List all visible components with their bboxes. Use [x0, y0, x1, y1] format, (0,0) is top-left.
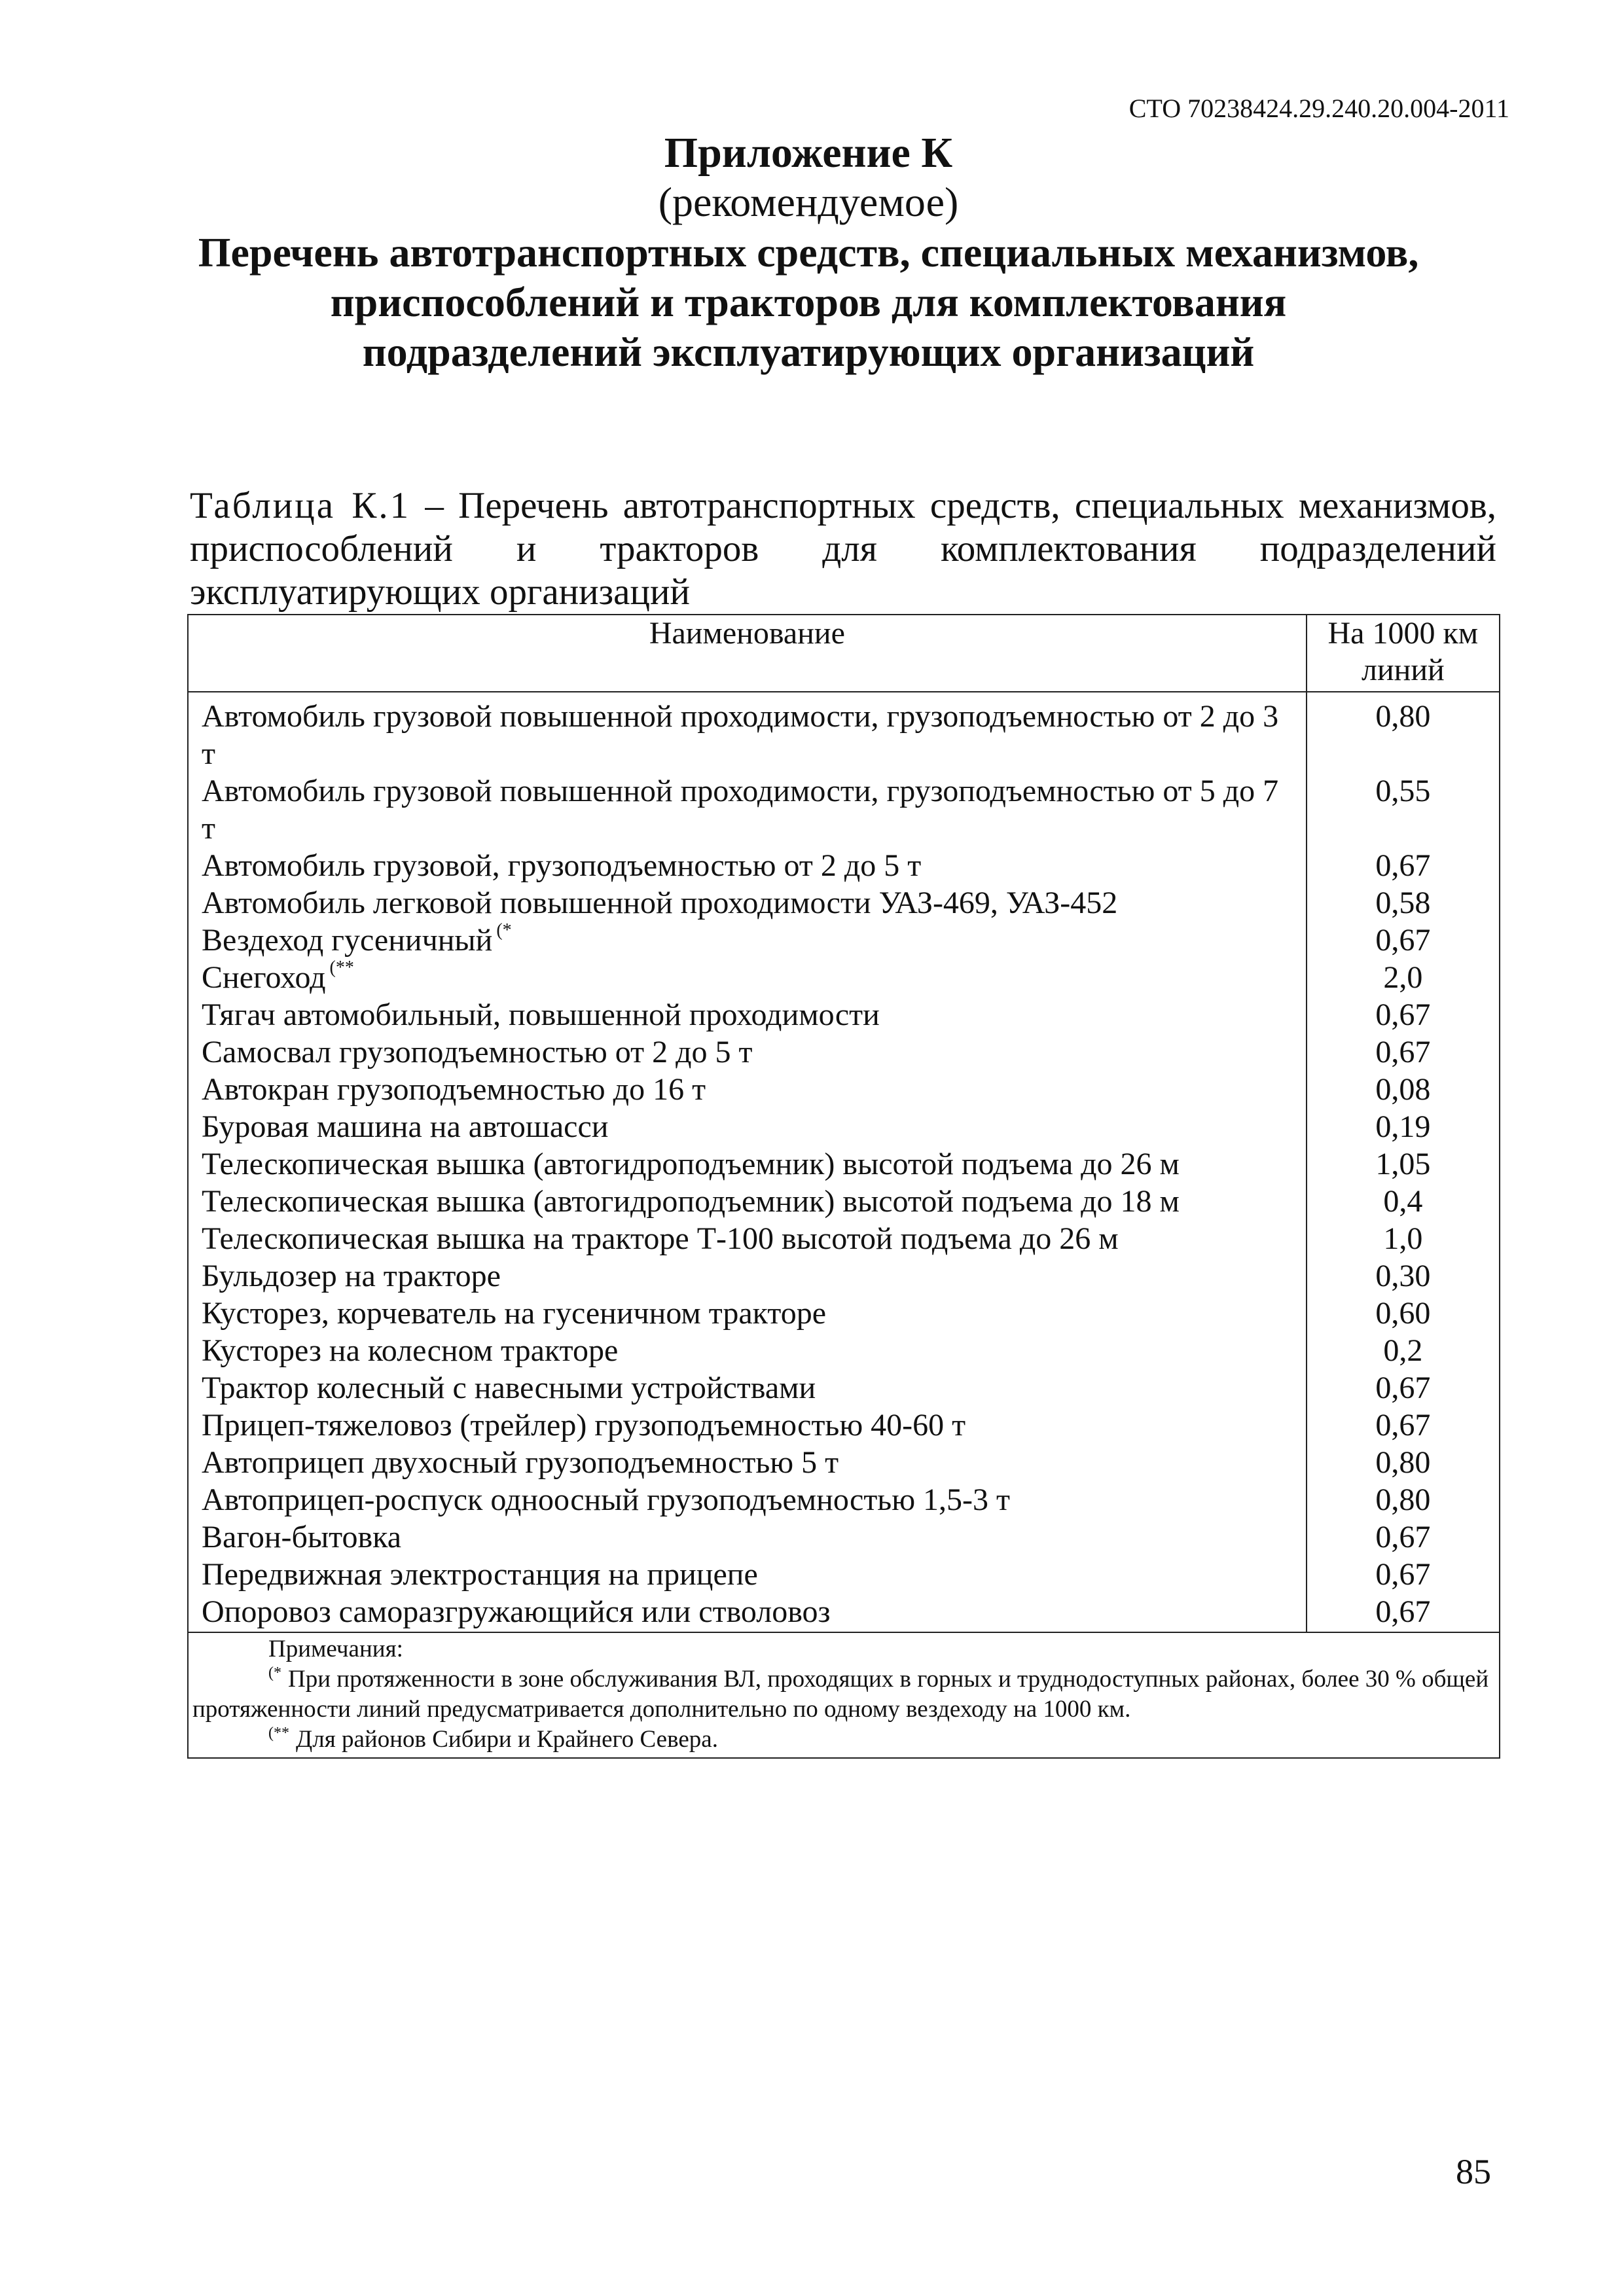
- footnote-marker: (*: [496, 920, 512, 941]
- rate-per-1000km: 0,67: [1307, 996, 1500, 1033]
- rate-per-1000km: 0,67: [1307, 1518, 1500, 1556]
- rate-per-1000km: 1,05: [1307, 1145, 1500, 1183]
- rate-per-1000km: 0,55: [1307, 772, 1500, 847]
- equipment-name: Трактор колесный с навесными устройствами: [202, 1371, 816, 1405]
- table-row: [188, 1369, 1500, 1407]
- equipment-table: [187, 614, 1500, 1759]
- equipment-name: Автомобиль грузовой повышенной проходимости, грузоподъемностью от 2 до 3 т: [202, 699, 1279, 771]
- rate-per-1000km: 0,80: [1307, 1481, 1500, 1518]
- equipment-name-cell: [188, 922, 1307, 959]
- equipment-name: Тягач автомобильный, повышенной проходимости: [202, 997, 880, 1032]
- note-marker: (**: [268, 1725, 289, 1742]
- table-notes-row: [188, 1632, 1500, 1758]
- table-row: [188, 1220, 1500, 1257]
- rate-per-1000km: 0,67: [1307, 847, 1500, 884]
- equipment-name: Вездеход гусеничный: [202, 923, 493, 958]
- equipment-name-cell: [188, 1145, 1307, 1183]
- rate-per-1000km: 0,60: [1307, 1295, 1500, 1332]
- equipment-name: Кусторез на колесном тракторе: [202, 1333, 619, 1368]
- table-caption: [190, 484, 1496, 614]
- table-row: [188, 1295, 1500, 1332]
- note-text: Для районов Сибири и Крайнего Севера.: [296, 1726, 718, 1753]
- note-marker: (*: [268, 1664, 281, 1681]
- appendix-status: (рекомендуемое): [658, 179, 959, 225]
- equipment-name: Автокран грузоподъемностью до 16 т: [202, 1072, 706, 1107]
- equipment-name-cell: [188, 1481, 1307, 1518]
- rate-per-1000km: 1,0: [1307, 1220, 1500, 1257]
- equipment-name-cell: [188, 1257, 1307, 1295]
- equipment-name-cell: [188, 1407, 1307, 1444]
- rate-per-1000km: 0,80: [1307, 1444, 1500, 1481]
- table-row: [188, 692, 1500, 772]
- note-item: [192, 1725, 1495, 1755]
- equipment-name-cell: [188, 1556, 1307, 1593]
- equipment-name-cell: [188, 1369, 1307, 1407]
- equipment-name: Кусторез, корчеватель на гусеничном тракторе: [202, 1296, 826, 1331]
- table-caption-text: – Перечень автотранспортных средств, специальных механизмов, приспособлений и тракторов для комплектования подразделений эксплуатирующих организаций: [190, 485, 1496, 613]
- table-row: [188, 1444, 1500, 1481]
- rate-per-1000km: 0,2: [1307, 1332, 1500, 1369]
- table-row: [188, 1518, 1500, 1556]
- table-caption-label: Таблица К.1: [190, 485, 411, 526]
- equipment-name: Телескопическая вышка на тракторе Т-100 высотой подъема до 26 м: [202, 1221, 1119, 1256]
- column-header-name: Наименование: [188, 615, 1307, 692]
- equipment-name-cell: [188, 1183, 1307, 1220]
- note-text: При протяженности в зоне обслуживания ВЛ, проходящих в горных и труднодоступных районах, более 30 % общей протяженности линий предусматривается дополнительно по одному вездеходу на 1000 км.: [192, 1666, 1489, 1723]
- rate-per-1000km: 0,80: [1307, 692, 1500, 772]
- equipment-name: Автомобиль легковой повышенной проходимости УАЗ-469, УАЗ-452: [202, 886, 1118, 920]
- equipment-name: Телескопическая вышка (автогидроподъемник) высотой подъема до 26 м: [202, 1147, 1180, 1181]
- rate-per-1000km: 0,67: [1307, 1033, 1500, 1071]
- appendix-title: Приложение К: [664, 129, 953, 177]
- rate-per-1000km: 0,67: [1307, 1407, 1500, 1444]
- equipment-name-cell: [188, 996, 1307, 1033]
- equipment-name: Опоровоз саморазгружающийся или стволовоз: [202, 1594, 831, 1629]
- rate-per-1000km: 0,4: [1307, 1183, 1500, 1220]
- equipment-name-cell: [188, 772, 1307, 847]
- table-row: [188, 1145, 1500, 1183]
- equipment-name-cell: [188, 1518, 1307, 1556]
- rate-per-1000km: 0,67: [1307, 922, 1500, 959]
- equipment-name-cell: [188, 1220, 1307, 1257]
- appendix-heading: [190, 128, 1427, 377]
- equipment-name: Автомобиль грузовой, грузоподъемностью от 2 до 5 т: [202, 848, 922, 883]
- table-row: [188, 1257, 1500, 1295]
- rate-per-1000km: 0,30: [1307, 1257, 1500, 1295]
- equipment-name: Передвижная электростанция на прицепе: [202, 1557, 758, 1592]
- table-body: [188, 692, 1500, 1632]
- page-number: 85: [1456, 2152, 1491, 2191]
- table-notes: [188, 1632, 1500, 1758]
- equipment-name-cell: [188, 847, 1307, 884]
- table-row: [188, 1407, 1500, 1444]
- footnote-marker: (**: [329, 958, 354, 978]
- equipment-name: Самосвал грузоподъемностью от 2 до 5 т: [202, 1035, 753, 1069]
- equipment-name: Телескопическая вышка (автогидроподъемник) высотой подъема до 18 м: [202, 1184, 1180, 1219]
- equipment-name: Автоприцеп двухосный грузоподъемностью 5 т: [202, 1445, 839, 1480]
- appendix-subject: Перечень автотранспортных средств, специальных механизмов, приспособлений и тракторов для комплектования подразделений эксплуатирующих организаций: [198, 229, 1419, 375]
- equipment-name-cell: [188, 692, 1307, 772]
- rate-per-1000km: 2,0: [1307, 959, 1500, 996]
- equipment-name-cell: [188, 1295, 1307, 1332]
- equipment-name-cell: [188, 884, 1307, 922]
- table-row: [188, 996, 1500, 1033]
- equipment-name: Бульдозер на тракторе: [202, 1259, 501, 1293]
- equipment-name-cell: [188, 1033, 1307, 1071]
- table-row: [188, 1481, 1500, 1518]
- note-item: [192, 1664, 1495, 1725]
- column-header-rate: На 1000 км линий: [1307, 615, 1500, 692]
- equipment-name-cell: [188, 1444, 1307, 1481]
- notes-title: Примечания:: [268, 1636, 403, 1662]
- equipment-name: Вагон-бытовка: [202, 1520, 402, 1554]
- equipment-name-cell: [188, 1071, 1307, 1108]
- equipment-name: Прицеп-тяжеловоз (трейлер) грузоподъемностью 40-60 т: [202, 1408, 966, 1443]
- table-row: [188, 847, 1500, 884]
- table-row: [188, 884, 1500, 922]
- rate-per-1000km: 0,67: [1307, 1556, 1500, 1593]
- rate-per-1000km: 0,67: [1307, 1593, 1500, 1632]
- table-row: [188, 1593, 1500, 1632]
- table-row: [188, 1033, 1500, 1071]
- rate-per-1000km: 0,19: [1307, 1108, 1500, 1145]
- equipment-name-cell: [188, 1593, 1307, 1632]
- document-code: СТО 70238424.29.240.20.004-2011: [1128, 94, 1509, 123]
- table-row: [188, 772, 1500, 847]
- equipment-name-cell: [188, 1108, 1307, 1145]
- equipment-name: Автомобиль грузовой повышенной проходимости, грузоподъемностью от 5 до 7 т: [202, 774, 1279, 846]
- rate-per-1000km: 0,67: [1307, 1369, 1500, 1407]
- equipment-name: Автоприцеп-роспуск одноосный грузоподъемностью 1,5-3 т: [202, 1482, 1011, 1517]
- equipment-name: Снегоход: [202, 960, 326, 995]
- table-row: [188, 1108, 1500, 1145]
- equipment-name-cell: [188, 959, 1307, 996]
- table-row: [188, 1183, 1500, 1220]
- table-row: [188, 1332, 1500, 1369]
- rate-per-1000km: 0,08: [1307, 1071, 1500, 1108]
- table-row: [188, 959, 1500, 996]
- equipment-name: Буровая машина на автошасси: [202, 1109, 609, 1144]
- equipment-name-cell: [188, 1332, 1307, 1369]
- table-row: [188, 1071, 1500, 1108]
- table-header-row: [188, 615, 1500, 692]
- table-row: [188, 922, 1500, 959]
- rate-per-1000km: 0,58: [1307, 884, 1500, 922]
- table-row: [188, 1556, 1500, 1593]
